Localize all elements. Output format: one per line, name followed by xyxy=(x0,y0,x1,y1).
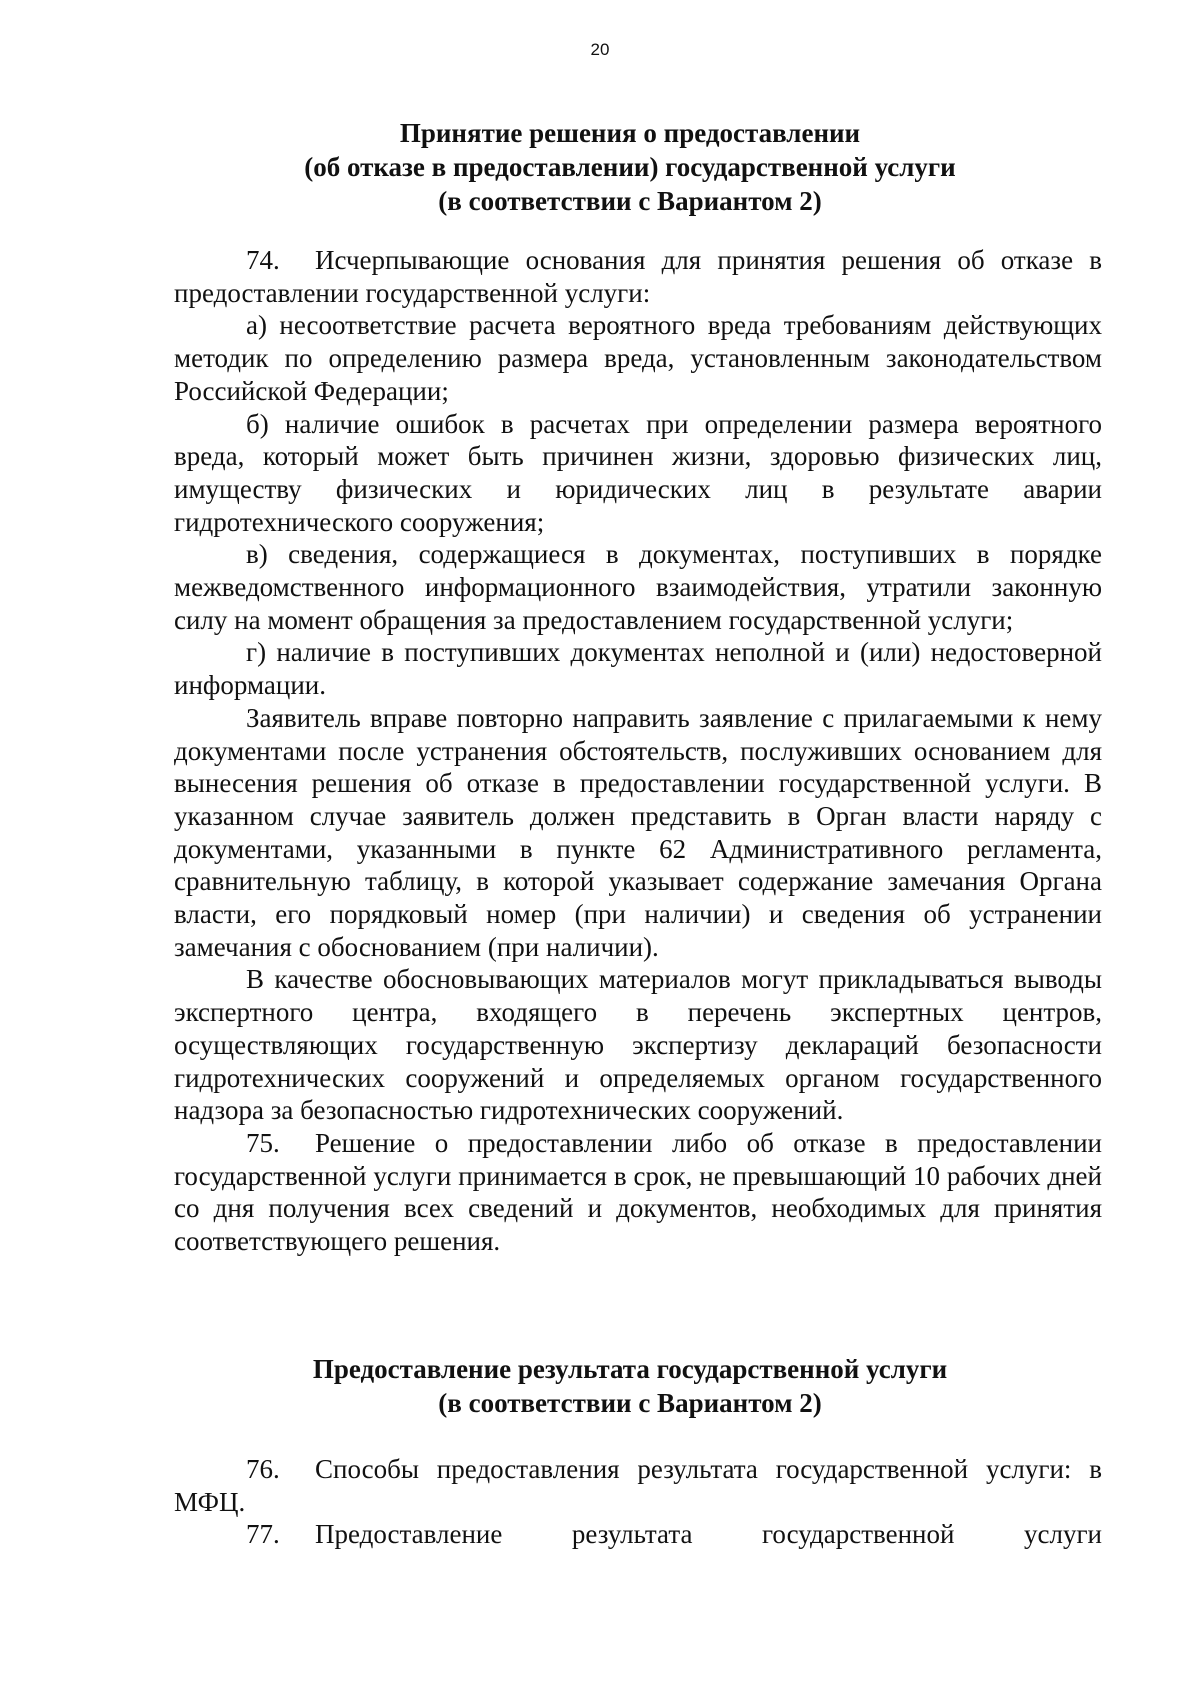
paragraph-76 xyxy=(174,1453,1102,1518)
paragraph-number: 74. xyxy=(246,245,280,275)
paragraph-text: а) несоответствие расчета вероятного вреда требованиям действующих методик по определению размера вреда, установленным законодательством Российской Федерации; xyxy=(174,310,1102,406)
paragraph-text: б) наличие ошибок в расчетах при определении размера вероятного вреда, который может быть причинен жизни, здоровью физических лиц, имуществу физических и юридических лиц в результате аварии гидротехнического сооружения; xyxy=(174,408,1102,537)
list-item-a xyxy=(174,309,1102,407)
paragraph-74 xyxy=(174,244,1102,309)
paragraph-number: 76. xyxy=(246,1454,280,1484)
list-item-g xyxy=(174,636,1102,701)
page-number: 20 xyxy=(590,40,610,59)
paragraph-reapply xyxy=(174,702,1102,964)
paragraph-text: Заявитель вправе повторно направить заявление с прилагаемыми к нему документами после устранения обстоятельств, послуживших основанием для вынесения решения об отказе в предоставлении государственной услуги. В указанном случае заявитель должен представить в Орган власти наряду с документами, указанными в пункте 62 Административного регламента, сравнительную таблицу, в которой указывает содержание замечания Органа власти, его порядковый номер (при наличии) и сведения об устранении замечания с обоснованием (при наличии). xyxy=(174,702,1102,962)
paragraph-number: 75. xyxy=(246,1127,280,1158)
paragraph-text: Исчерпывающие основания для принятия решения об отказе в предоставлении государственной услуги: xyxy=(174,245,1102,308)
paragraph-text: Предоставление результата государственной услуги xyxy=(315,1519,1102,1550)
section-heading xyxy=(170,1352,1090,1420)
heading-line: (в соответствии с Вариантом 2) xyxy=(438,186,822,216)
heading-line: (об отказе в предоставлении) государственной услуги xyxy=(304,152,956,182)
paragraph-75 xyxy=(174,1127,1102,1258)
paragraph-text: Способы предоставления результата государственной услуги: в МФЦ. xyxy=(174,1454,1102,1517)
paragraph-text: В качестве обосновывающих материалов могут прикладываться выводы экспертного центра, входящего в перечень экспертных центров, осуществляющих государственную экспертизу деклараций безопасности гидротехнических сооружений и определяемых органом государственного надзора за безопасностью гидротехнических сооружений. xyxy=(174,964,1102,1126)
section-heading xyxy=(170,116,1090,218)
paragraph-number: 77. xyxy=(246,1519,280,1550)
list-item-v xyxy=(174,538,1102,636)
paragraph-text: г) наличие в поступивших документах неполной и (или) недостоверной информации. xyxy=(174,637,1102,701)
paragraph-text: в) сведения, содержащиеся в документах, поступивших в порядке межведомственного информационного взаимодействия, утратили законную силу на момент обращения за предоставлением государственной услуги; xyxy=(174,539,1102,635)
heading-line: Принятие решения о предоставлении xyxy=(399,118,861,148)
paragraph-supporting-materials xyxy=(174,963,1102,1127)
section-body xyxy=(174,244,1102,1258)
paragraph-77 xyxy=(174,1518,1102,1551)
paragraph-text: Решение о предоставлении либо об отказе в предоставлении государственной услуги принимается в срок, не превышающий 10 рабочих дней со дня получения всех сведений и документов, необходимых для принятия соответствующего решения. xyxy=(174,1127,1102,1257)
section-body xyxy=(174,1453,1102,1551)
list-item-b xyxy=(174,408,1102,539)
heading-line: (в соответствии с Вариантом 2) xyxy=(438,1388,822,1418)
heading-line: Предоставление результата государственной услуги xyxy=(312,1354,948,1384)
